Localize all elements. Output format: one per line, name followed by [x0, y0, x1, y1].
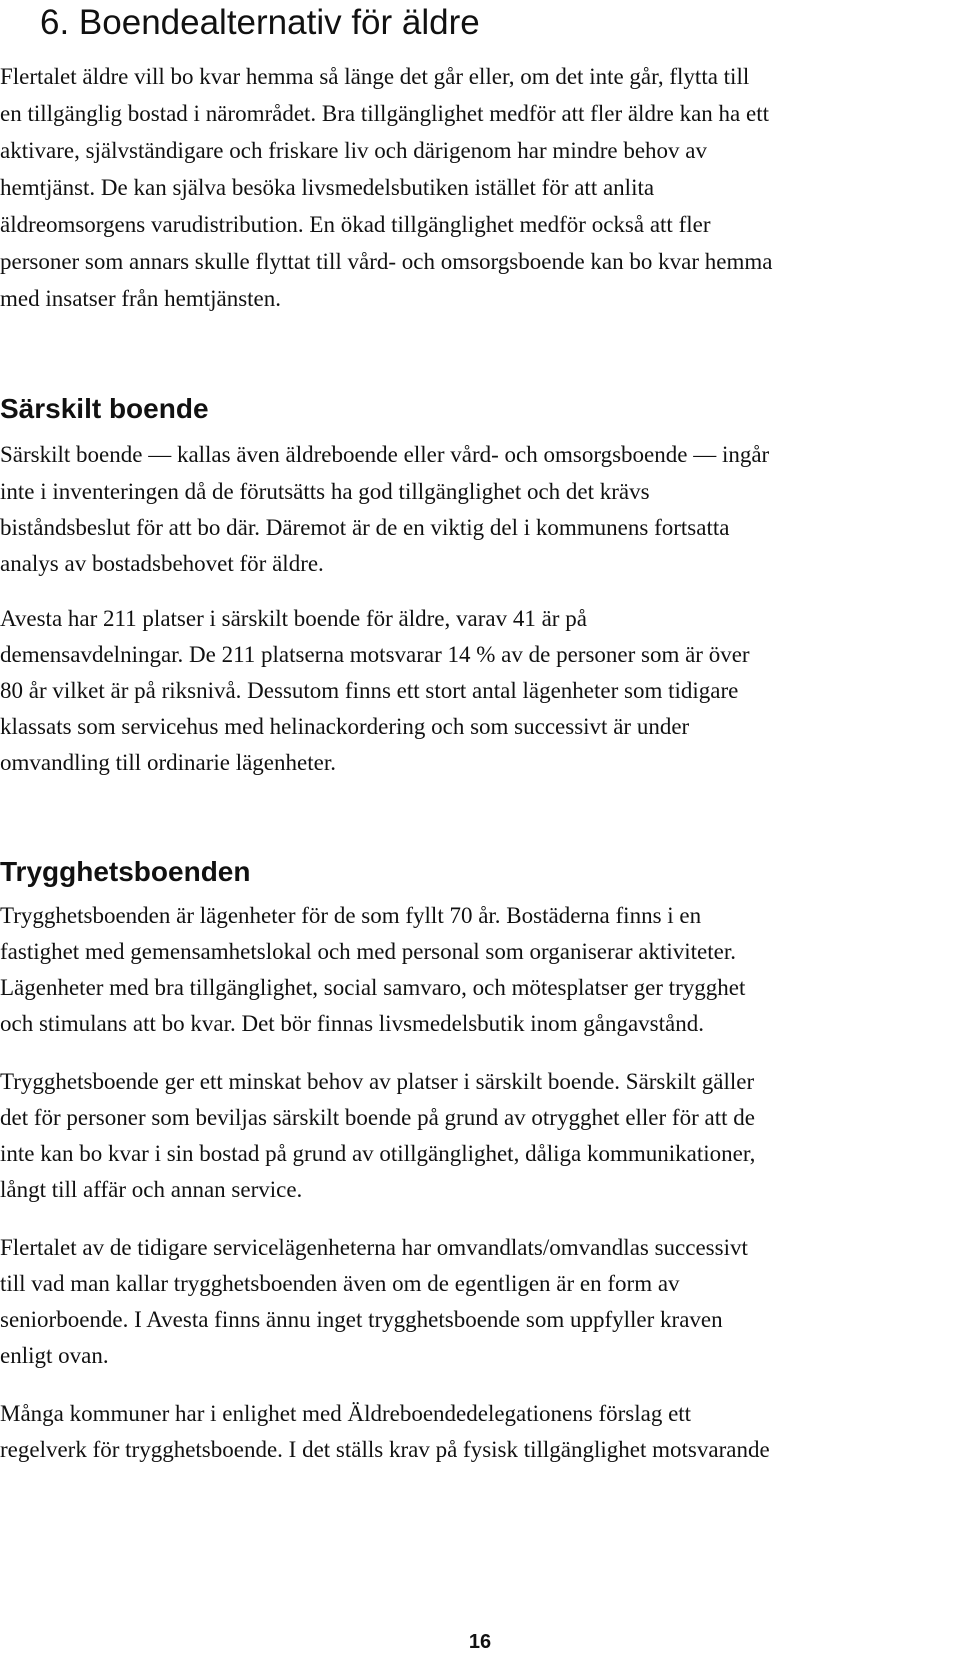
- text-line: det för personer som beviljas särskilt boende på grund av otrygghet eller för att de: [0, 1105, 755, 1130]
- text-line: till vad man kallar trygghetsboenden även om de egentligen är en form av: [0, 1271, 680, 1296]
- page-number: 16: [468, 1631, 492, 1653]
- text-line: inte i inventeringen då de förutsätts ha god tillgänglighet och det krävs: [0, 479, 650, 504]
- text-line: enligt ovan.: [0, 1343, 109, 1368]
- text-line: fastighet med gemensamhetslokal och med personal som organiserar aktiviteter.: [0, 939, 736, 964]
- text-line: demensavdelningar. De 211 platserna motsvarar 14 % av de personer som är över: [0, 642, 750, 667]
- text-line: Avesta har 211 platser i särskilt boende för äldre, varav 41 är på: [0, 606, 587, 631]
- text-line: långt till affär och annan service.: [0, 1177, 303, 1202]
- text-line: Flertalet äldre vill bo kvar hemma så länge det går eller, om det inte går, flytta till: [0, 64, 750, 89]
- text-line: med insatser från hemtjänsten.: [0, 286, 282, 311]
- text-line: och stimulans att bo kvar. Det bör finnas livsmedelsbutik inom gångavstånd.: [0, 1011, 704, 1036]
- text-line: äldreomsorgens varudistribution. En ökad tillgänglighet medför också att fler: [0, 212, 711, 237]
- text-line: Trygghetsboende ger ett minskat behov av platser i särskilt boende. Särskilt gäller: [0, 1069, 755, 1094]
- text-line: Många kommuner har i enlighet med Äldreboendedelegationens förslag ett: [0, 1401, 692, 1426]
- text-line: Lägenheter med bra tillgänglighet, social samvaro, och mötesplatser ger trygghet: [0, 975, 746, 1000]
- chapter-title: 6. Boendealternativ för äldre: [40, 3, 480, 42]
- text-line: aktivare, självständigare och friskare liv och därigenom har mindre behov av: [0, 138, 707, 163]
- text-line: analys av bostadsbehovet för äldre.: [0, 551, 324, 576]
- text-line: omvandling till ordinarie lägenheter.: [0, 750, 336, 775]
- text-line: inte kan bo kvar i sin bostad på grund av otillgänglighet, dåliga kommunikationer,: [0, 1141, 756, 1166]
- text-line: personer som annars skulle flyttat till vård- och omsorgsboende kan bo kvar hemma: [0, 249, 773, 274]
- text-line: Trygghetsboenden är lägenheter för de som fyllt 70 år. Bostäderna finns i en: [0, 903, 702, 928]
- text-line: en tillgänglig bostad i närområdet. Bra tillgänglighet medför att fler äldre kan ha ett: [0, 101, 769, 126]
- section-heading-sarskilt-boende: Särskilt boende: [0, 393, 209, 424]
- text-line: hemtjänst. De kan själva besöka livsmedelsbutiken istället för att anlita: [0, 175, 655, 200]
- text-line: regelverk för trygghetsboende. I det ställs krav på fysisk tillgänglighet motsvarande: [0, 1437, 770, 1462]
- text-line: 80 år vilket är på riksnivå. Dessutom finns ett stort antal lägenheter som tidigare: [0, 678, 739, 703]
- text-line: klassats som servicehus med helinackordering och som successivt är under: [0, 714, 690, 739]
- text-line: Flertalet av de tidigare servicelägenheterna har omvandlats/omvandlas successivt: [0, 1235, 748, 1260]
- text-line: biståndsbeslut för att bo där. Däremot är de en viktig del i kommunens fortsatta: [0, 515, 730, 540]
- text-line: seniorboende. I Avesta finns ännu inget trygghetsboende som uppfyller kraven: [0, 1307, 723, 1332]
- text-line: Särskilt boende — kallas även äldreboende eller vård- och omsorgsboende — ingår: [0, 442, 770, 467]
- section-heading-trygghetsboenden: Trygghetsboenden: [0, 856, 251, 887]
